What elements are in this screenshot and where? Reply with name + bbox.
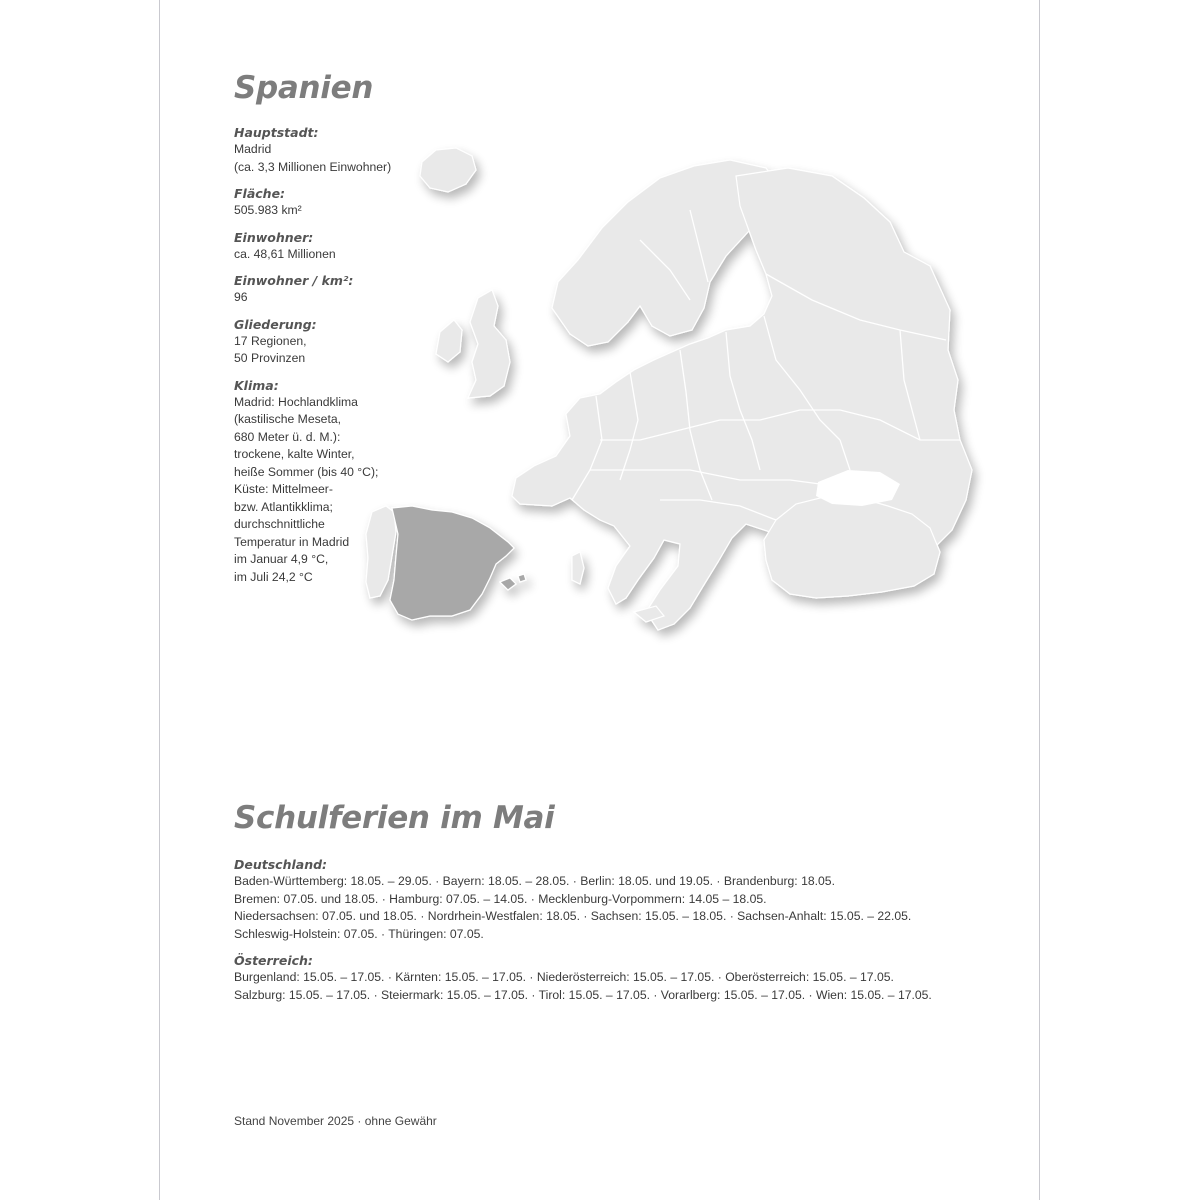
- footer-note: Stand November 2025 · ohne Gewähr: [234, 1114, 437, 1128]
- iceland-shape: [420, 148, 476, 192]
- europe-map: [360, 120, 1000, 680]
- fact-line: Madrid: Hochlandklima: [234, 394, 358, 409]
- portugal-shape: [366, 506, 396, 598]
- fact-label: Fläche:: [234, 186, 286, 201]
- fact-label: Gliederung:: [234, 316, 317, 332]
- holidays-title: Schulferien im Mai: [234, 800, 555, 836]
- fact-line: Temperatur in Madrid: [234, 534, 350, 549]
- fact-line: 50 Provinzen: [234, 351, 306, 365]
- fact-label: Hauptstadt:: [234, 125, 319, 140]
- holiday-line: Schleswig-Holstein: 07.05. · Thüringen: 07.05.: [234, 926, 484, 941]
- fact-line: 505.983 km²: [234, 203, 302, 217]
- fact-line: 17 Regionen,: [234, 333, 307, 348]
- fact-label: Klima:: [234, 377, 279, 393]
- holiday-line: Baden-Württemberg: 18.05. – 29.05. · Bayern: 18.05. – 28.05. · Berlin: 18.05. und 19.05. · Brandenburg: 18.05.: [234, 874, 835, 888]
- fact-line: 96: [234, 290, 248, 304]
- holiday-line: Burgenland: 15.05. – 17.05. · Kärnten: 15.05. – 17.05. · Niederösterreich: 15.05. – 17.05. · Oberösterreich: 15.05. – 17.05.: [234, 970, 894, 984]
- fact-line: Küste: Mittelmeer-: [234, 482, 333, 496]
- fact-line: heiße Sommer (bis 40 °C);: [234, 464, 379, 479]
- holidays-germany: [234, 856, 954, 943]
- holiday-line: Salzburg: 15.05. – 17.05. · Steiermark: 15.05. – 17.05. · Tirol: 15.05. – 17.05. · Vorarlberg: 15.05. – 17.05. · Wien: 15.05. – 17.05.: [234, 987, 932, 1002]
- country-title: Spanien: [234, 70, 374, 106]
- fact-line: (kastilische Meseta,: [234, 412, 342, 426]
- spain-highlight-shape: [390, 506, 514, 620]
- region-label: Deutschland:: [234, 857, 328, 872]
- fact-line: Madrid: [234, 142, 272, 156]
- region-label: Österreich:: [234, 953, 313, 968]
- balearic-islands-shape: [500, 574, 526, 590]
- holidays-austria: [234, 952, 954, 1004]
- fact-line: 680 Meter ü. d. M.):: [234, 429, 341, 444]
- great-britain-shape: [468, 290, 510, 398]
- fact-line: bzw. Atlantikklima;: [234, 499, 333, 514]
- map-layer: [366, 148, 972, 630]
- fact-line: ca. 48,61 Millionen: [234, 246, 336, 261]
- ireland-shape: [436, 320, 462, 362]
- sardinia-shape: [572, 552, 584, 584]
- holiday-line: Bremen: 07.05. und 18.05. · Hamburg: 07.05. – 14.05. · Mecklenburg-Vorpommern: 14.05 – 18.05.: [234, 891, 767, 906]
- fact-label: Einwohner / km²:: [234, 273, 354, 288]
- fact-line: (ca. 3,3 Millionen Einwohner): [234, 159, 392, 174]
- fact-line: durchschnittliche: [234, 517, 325, 531]
- calendar-page: [159, 0, 1040, 1200]
- fact-line: im Juli 24,2 °C: [234, 569, 313, 584]
- holiday-line: Niedersachsen: 07.05. und 18.05. · Nordrhein-Westfalen: 18.05. · Sachsen: 15.05. – 18.05. · Sachsen-Anhalt: 15.05. – 22.05.: [234, 909, 912, 923]
- fact-line: trockene, kalte Winter,: [234, 447, 355, 461]
- fact-line: im Januar 4,9 °C,: [234, 552, 329, 566]
- fact-label: Einwohner:: [234, 229, 314, 245]
